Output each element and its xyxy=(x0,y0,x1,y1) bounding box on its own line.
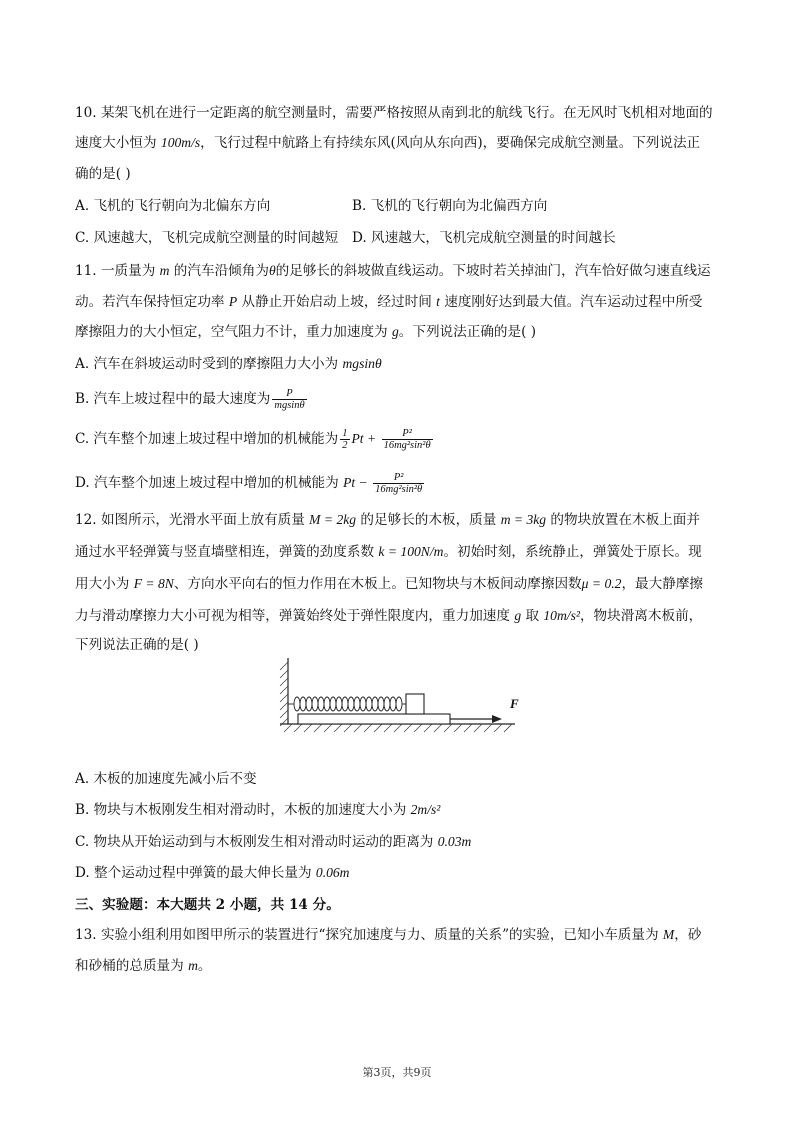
q11-stem-line3: 摩擦阻力的大小恒定，空气阻力不计，重力加速度为 g。下列说法正确的是( ) xyxy=(75,324,537,340)
page-footer: 第3页，共9页 xyxy=(362,1066,432,1079)
section-heading-experiment: 三、实验题：本大题共 2 小题，共 14 分。 xyxy=(75,897,340,913)
block xyxy=(406,694,424,714)
force-arrow-head xyxy=(492,715,502,723)
ground-hatching xyxy=(284,724,512,732)
wall-hatching xyxy=(280,662,288,726)
q11-option-a: A. 汽车在斜坡运动时受到的摩擦阻力大小为 mgsinθ xyxy=(75,356,382,372)
q11-option-b: B. 汽车上坡过程中的最大速度为 $\frac{P}{mgsin\theta}$ xyxy=(75,388,305,411)
q11-stem-line1: 11. 一质量为 m 的汽车沿倾角为θ的足够长的斜坡做直线运动。下坡时若关掉油门，汽车恰好做匀速直线运 xyxy=(75,263,711,279)
fraction: $\frac{1}{2}$ xyxy=(342,428,348,451)
q13-stem-line1: 13. 实验小组利用如图甲所示的装置进行“探究加速度与力、质量的关系”的实验，已知小车质量为 M，砂 xyxy=(75,927,702,943)
q12-option-a: A. 木板的加速度先减小后不变 xyxy=(75,771,257,787)
diagram-svg xyxy=(270,652,530,742)
q11-stem-line2: 动。若汽车保持恒定功率 P 从静止开始启动上坡，经过时间 t 速度刚好达到最大值。汽车运动过程中所受 xyxy=(75,294,703,310)
q10-option-c: C. 风速越大，飞机完成航空测量的时间越短 xyxy=(75,230,339,246)
q12-stem-line1: 12. 如图所示，光滑水平面上放有质量 M = 2kg 的足够长的木板，质量 m = 3kg 的物块放置在木板上面并 xyxy=(75,512,700,528)
spring-block-board-diagram xyxy=(270,652,530,742)
q11-option-c: C. 汽车整个加速上坡过程中增加的机械能为 $\frac{1}{2}$ Pt + $\frac{\text{P²}}{\text{16mg²sin²θ}}$ xyxy=(75,428,431,451)
q12-option-b: B. 物块与木板刚发生相对滑动时，木板的加速度大小为 2m/s² xyxy=(75,802,441,818)
fraction: $\frac{\text{P²}}{\text{16mg²sin²θ}}$ xyxy=(383,428,431,451)
q10-option-a: A. 飞机的飞行朝向为北偏东方向 xyxy=(75,198,271,214)
q12-stem-line5: 下列说法正确的是( ) xyxy=(75,637,199,653)
q12-option-d: D. 整个运动过程中弹簧的最大伸长量为 0.06m xyxy=(75,865,350,881)
wooden-board xyxy=(298,714,450,724)
q12-stem-line4: 力与滑动摩擦力大小可视为相等，弹簧始终处于弹性限度内，重力加速度 g 取 10m/s²，物块滑离木板前， xyxy=(75,608,703,624)
force-label: F xyxy=(510,696,519,711)
q13-stem-line2: 和砂桶的总质量为 m。 xyxy=(75,958,212,974)
q10-option-d: D. 风速越大，飞机完成航空测量的时间越长 xyxy=(352,230,616,246)
fraction: $\frac{\text{P²}}{\text{16mg²sin²θ}}$ xyxy=(375,472,423,495)
q10-option-b: B. 飞机的飞行朝向为北偏西方向 xyxy=(352,198,548,214)
q12-stem-line3: 用大小为 F = 8N、方向水平向右的恒力作用在木板上。已知物块与木板间动摩擦因数μ = 0.2，最大静摩擦 xyxy=(75,576,704,592)
q10-stem-line2: 速度大小恒为 100m/s，飞行过程中航路上有持续东风(风向从东向西)，要确保完成航空测量。下列说法正 xyxy=(75,135,701,151)
spring xyxy=(288,697,406,711)
q12-stem-line2: 通过水平轻弹簧与竖直墙壁相连，弹簧的劲度系数 k = 100N/m。初始时刻，系统静止，弹簧处于原长。现 xyxy=(75,544,702,560)
q12-option-c: C. 物块从开始运动到与木板刚发生相对滑动时运动的距离为 0.03m xyxy=(75,834,472,850)
q11-option-d: D. 汽车整个加速上坡过程中增加的机械能为 Pt − $\frac{\text{P²}}{\text{16mg²sin²θ}}$ xyxy=(75,472,423,495)
q10-stem-line1: 10. 某架飞机在进行一定距离的航空测量时，需要严格按照从南到北的航线飞行。在无风时飞机相对地面的 xyxy=(75,105,713,121)
fraction: $\frac{P}{mgsin\theta}$ xyxy=(274,388,305,411)
q10-stem-line3: 确的是( ) xyxy=(75,166,131,182)
